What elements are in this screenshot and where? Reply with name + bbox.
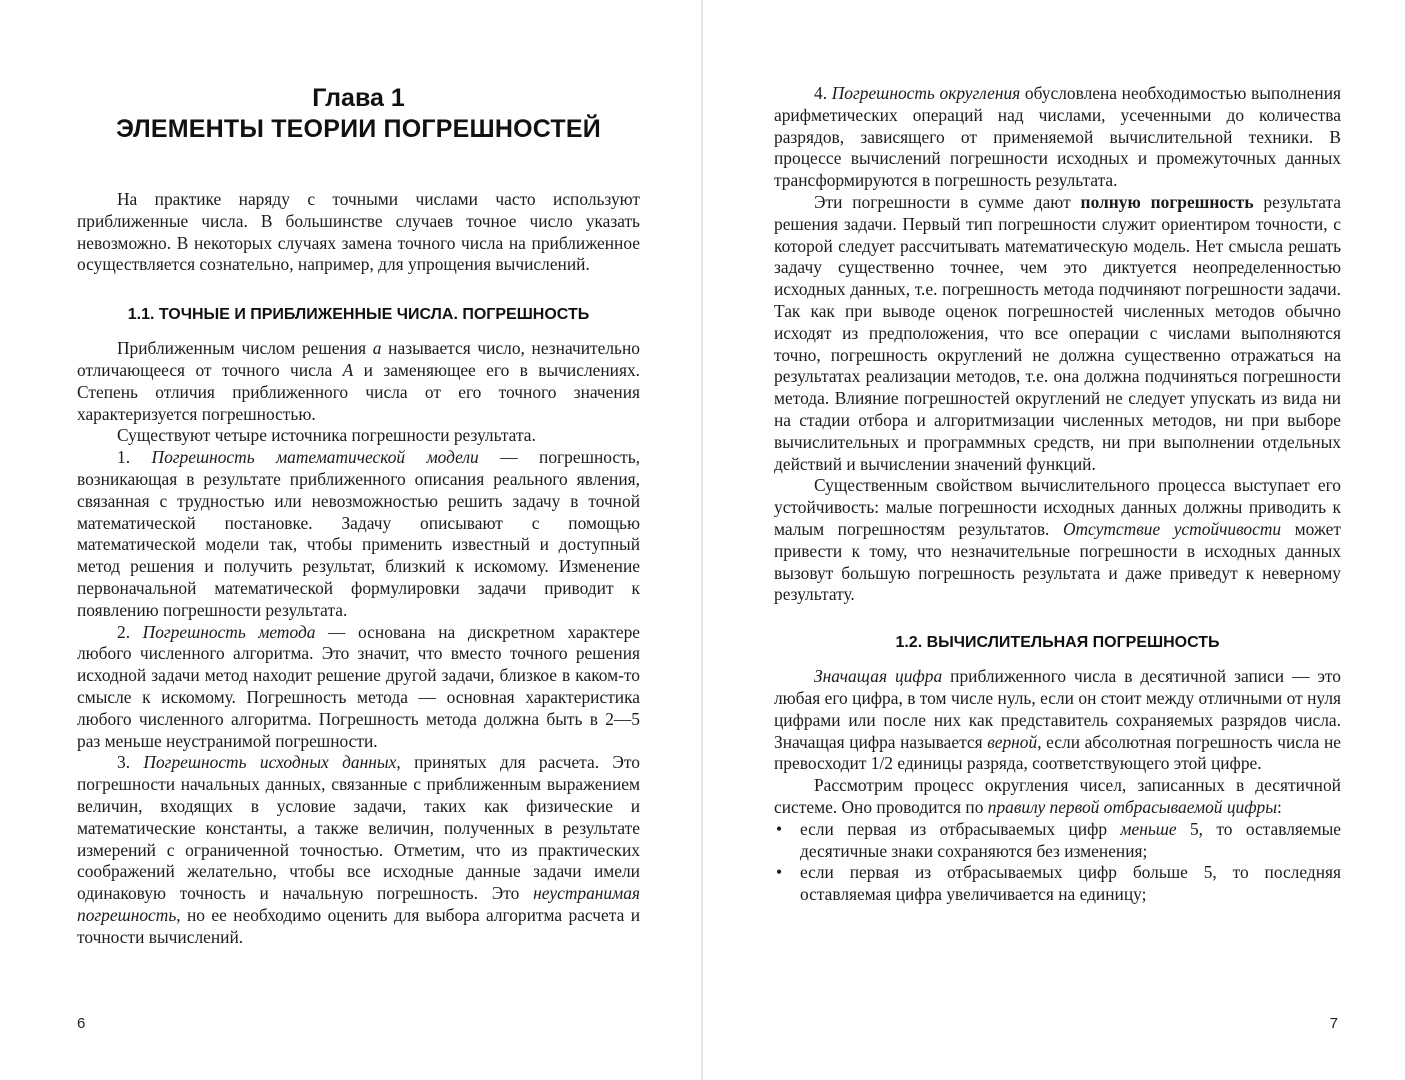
term-instability: Отсутствие устойчивости <box>1062 518 1282 539</box>
page-number-left: 6 <box>77 1015 86 1032</box>
text-fragment: Существенным свойством вычислительного процесса выступает его устойчивость: малые погрешности исходных данных должны приводить к малым погрешностям результатов. <box>774 475 1341 539</box>
text-fragment: 5, то оставляемые десятичные знаки сохраняются без изменения; <box>800 818 1341 861</box>
paragraph-total-error <box>774 192 1341 475</box>
term-total-error: полную погрешность <box>1080 191 1254 212</box>
list-number: 4. <box>814 83 832 103</box>
term-input-data-error: Погрешность исходных данных <box>143 752 397 773</box>
text-fragment: Приближенным числом решения <box>117 338 373 359</box>
paragraph-stability <box>774 475 1341 606</box>
term-irreducible-error: неустранимая погрешность <box>77 883 640 925</box>
list-number: 2. <box>117 621 143 642</box>
intro-paragraph: На практике наряду с точными числами часто используют приближенные числа. В большинстве случаев точное число указать невозможно. В некоторых случаях замена точного числа на приближенное осуществляется сознательно, например, для упрощения вычислений. <box>77 189 640 275</box>
rounding-rules-list <box>774 819 1341 906</box>
paragraph-method-error <box>77 622 640 753</box>
bullet-icon: • <box>776 862 783 883</box>
term-model-error: Погрешность математической модели <box>151 447 479 468</box>
text-fragment: , но ее необходимо оценить для выбора алгоритма расчета и точности вычислений. <box>77 904 640 947</box>
term-rounding-error: Погрешность округления <box>831 83 1021 103</box>
list-number: 3. <box>117 752 144 773</box>
paragraph-significant-digit <box>774 666 1341 775</box>
section-title-1-1: 1.1. ТОЧНЫЕ И ПРИБЛИЖЕННЫЕ ЧИСЛА. ПОГРЕШНОСТЬ <box>127 306 590 324</box>
left-page-text-column <box>77 83 640 949</box>
list-number: 1. <box>117 447 152 468</box>
chapter-title: ЭЛЕМЕНТЫ ТЕОРИИ ПОГРЕШНОСТЕЙ <box>116 115 601 143</box>
left-page <box>0 0 702 1080</box>
text-fragment: может привести к тому, что незначительные погрешности в исходных данных вызовут большую погрешность результата и даже приведут к неверному результату. <box>774 518 1342 605</box>
text-fragment: называется число, незначительно отличающееся от точного числа <box>77 338 640 380</box>
text-fragment: , принятых для расчета. Это погрешности начальных данных, связанные с приближенным выражением величин, входящих в условие задачи, таких как физические и математические константы, а также величин, полученных в результате измерений с ограниченной точностью. Отметим, что из практических соображений желательно, чтобы все исходные данные задачи имели одинаковую точность и начальную погрешность. Это <box>77 752 640 904</box>
term-method-error: Погрешность метода <box>142 621 316 642</box>
text-fragment: , если абсолютная погрешность числа не превосходит 1/2 единицы разряда, соответствующего этой цифре. <box>774 731 1341 774</box>
section-title-1-2: 1.2. ВЫЧИСЛИТЕЛЬНАЯ ПОГРЕШНОСТЬ <box>895 634 1220 652</box>
text-fragment: результата решения задачи. Первый тип погрешности служит ориентиром точности, с которой следует рассчитывать математическую модель. Нет смысла решать задачу существенно точнее, чем это диктуется неопределенностью исходных данных, т.е. погрешность метода подчиняют погрешности задачи. Так как при выводе оценок погрешностей численных методов обычно исходят из предположения, что все операции с числами выполняются точно, погрешность округлений не должна существенно отражаться на результатах реализации методов, т.е. она должна подчиняться погрешности метода. Влияние погрешностей округлений не следует упускать из вида ни на стадии отбора и алгоритмизации численных методов, ни при выборе вычислительных и программных средств, ни при выполнении отдельных действий и вычислении значений функций. <box>774 191 1342 474</box>
chapter-number: Глава 1 <box>312 84 405 112</box>
text-fragment: — погрешность, возникающая в результате приближенного описания реального явления, связанная с трудностью или невозможностью решить задачу в точной математической постановке. Задачу описывают с помощью математической модели так, чтобы применить известный и доступный метод решения и получить результат, близкий к искомому. Изменение первоначальной математической формулировки задачи приводит к появлению погрешности результата. <box>77 447 641 620</box>
text-fragment: и заменяющее его в вычислениях. Степень отличия приближенного числа от его точного значения характеризуется погрешностью. <box>77 359 640 424</box>
text-fragment: обусловлена необходимостью выполнения арифметических операций над числами, усеченными до количества разрядов, зависящего от применяемой вычислительной техники. В процессе вычислений погрешности исходных и промежуточных данных трансформируются в погрешность результата. <box>774 83 1342 191</box>
list-item <box>774 862 1341 906</box>
variable-a: a <box>372 338 382 359</box>
term-significant-digit: Значащая цифра <box>814 666 943 687</box>
paragraph-rounding-rule <box>774 775 1341 819</box>
term-first-discarded-digit-rule: правилу первой отбрасываемой цифры <box>987 796 1278 817</box>
bullet-icon: • <box>776 818 783 839</box>
paragraph-approximate-number <box>77 338 640 425</box>
paragraph-input-data-error <box>77 752 640 948</box>
paragraph-rounding-error <box>774 83 1341 192</box>
term-less: меньше <box>1120 818 1177 839</box>
page-number-right: 7 <box>1329 1015 1338 1032</box>
right-page-text-column <box>774 83 1341 906</box>
text-fragment: Эти погрешности в сумме дают <box>814 191 1081 212</box>
paragraph-model-error <box>77 447 640 621</box>
text-fragment: приближенного числа в десятичной записи — это любая его цифра, в том числе нуль, если он стоит между отличными от нуля цифрами или после них как представитель сохраняемых разрядов числа. Значащая цифра называется <box>774 666 1341 752</box>
text-fragment: : <box>1277 796 1282 817</box>
text-fragment: если первая из отбрасываемых цифр больше 5, то последняя оставляемая цифра увеличивается на единицу; <box>800 862 1341 905</box>
text-fragment: Рассмотрим процесс округления чисел, записанных в десятичной системе. Оно проводится по <box>774 775 1341 817</box>
text-fragment: если первая из отбрасываемых цифр <box>800 818 1121 839</box>
variable-A: A <box>342 359 354 380</box>
term-correct: верной <box>987 731 1038 752</box>
list-item <box>774 819 1341 863</box>
text-fragment: — основана на дискретном характере любого численного алгоритма. Это значит, что вместо точного решения исходной задачи метод находит решение другой задачи, близкое в каком-то смысле к искомому. Погрешность метода — основная характеристика любого численного алгоритма. Погрешность метода должна быть в 2—5 раз меньше неустранимой погрешности. <box>77 621 640 751</box>
right-page <box>703 0 1405 1080</box>
paragraph-four-sources: Существуют четыре источника погрешности результата. <box>117 425 536 446</box>
